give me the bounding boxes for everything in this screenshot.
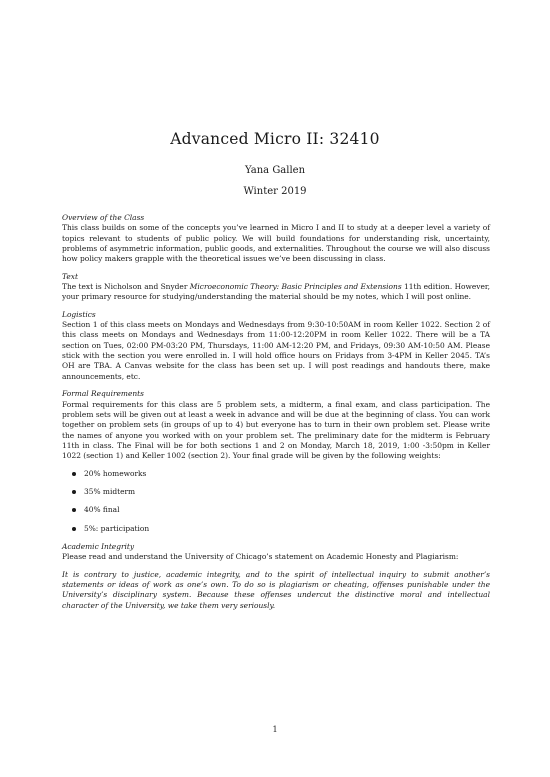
bullet-icon [72, 527, 76, 531]
section-title-logistics: Logistics [62, 309, 96, 319]
grade-weight: 5%: participation [84, 523, 150, 533]
document-body [62, 213, 490, 611]
grade-weights-list [62, 469, 490, 534]
bullet-icon [72, 508, 76, 512]
list-item [72, 524, 490, 534]
grade-weight: 35% midterm [84, 486, 136, 496]
section-title-text: Text [62, 271, 78, 281]
page-number: 1 [272, 725, 278, 734]
textbook-pre: The text is Nicholson and Snyder [62, 282, 190, 292]
section-text-requirements: Formal requirements for this class are 5 problem sets, a midterm, a final exam, and class participation. The problem sets will be given out at least a week in advance and will be due at the beginning of class. You can work together on problem sets (in groups of up to 4) but everyone has to turn in their own problem set. Please write the names of anyone you worked with on your problem set. The preliminary date for the midterm is February 11th in class. The Final will be for both sections 1 and 2 on Monday, March 18, 2019, 1:00 -3:50pm in Keller 1022 (section 1) and Keller 1002 (section 2). Your final grade will be given by the following weights: [62, 399, 490, 461]
list-item [72, 469, 490, 479]
grade-weight: 40% final [84, 505, 120, 515]
section-text-overview: This class builds on some of the concepts you’ve learned in Micro I and II to study at a deeper level a variety of topics relevant to students of public policy. We will build foundations for understanding risk, uncertainty, problems of asymmetric information, public goods, and externalities. Throughout the course we will also discuss how policy makers grapple with the theoretical issues we’ve been discussing in class. [62, 223, 490, 264]
section-text-textbook [62, 282, 490, 303]
list-item [72, 487, 490, 497]
section-title-integrity: Academic Integrity [62, 541, 135, 551]
grade-weight: 20% homeworks [84, 468, 147, 478]
integrity-quote: It is contrary to justice, academic integrity, and to the spirit of intellectual inquiry to submit another’s statements or ideas of work as one’s own. To do so is plagiarism or cheating, offenses punishable under the University’s disciplinary system. Because these offenses undercut the distinctive moral and intellectual character of the University, we take them very seriously. [62, 569, 490, 610]
bullet-icon [72, 472, 76, 476]
bullet-icon [72, 490, 76, 494]
list-item [72, 505, 490, 515]
section-text-integrity: Please read and understand the University of Chicago’s statement on Academic Honesty and Plagiarism: [62, 552, 459, 562]
textbook-post: 11th edition. However, your primary resource for studying/understanding the material should be my notes, which I will post online. [62, 282, 490, 302]
author-name: Yana Gallen [244, 165, 306, 176]
section-title-overview: Overview of the Class [62, 213, 145, 222]
term-label: Winter 2019 [243, 186, 307, 197]
textbook-title: Microeconomic Theory: Basic Principles and Extensions [189, 282, 402, 292]
section-text-logistics: Section 1 of this class meets on Mondays and Wednesdays from 9:30-10:50AM in room Keller 1022. Section 2 of this class meets on Mondays and Wednesdays from 11:00-12:20PM in room Keller 1022. There will be a TA section on Tues, 02:00 PM-03:20 PM, Thursdays, 11:00 AM-12:20 PM, and Fridays, 09:30 AM-10:50 AM. Please stick with the section you were enrolled in. I will hold office hours on Fridays from 3-4PM in Keller 2045. TA’s OH are TBA. A Canvas website for the class has been set up. I will post readings and handouts there, make announcements, etc. [62, 320, 490, 381]
document-title: Advanced Micro II: 32410 [170, 130, 380, 148]
section-title-requirements: Formal Requirements [62, 389, 144, 399]
